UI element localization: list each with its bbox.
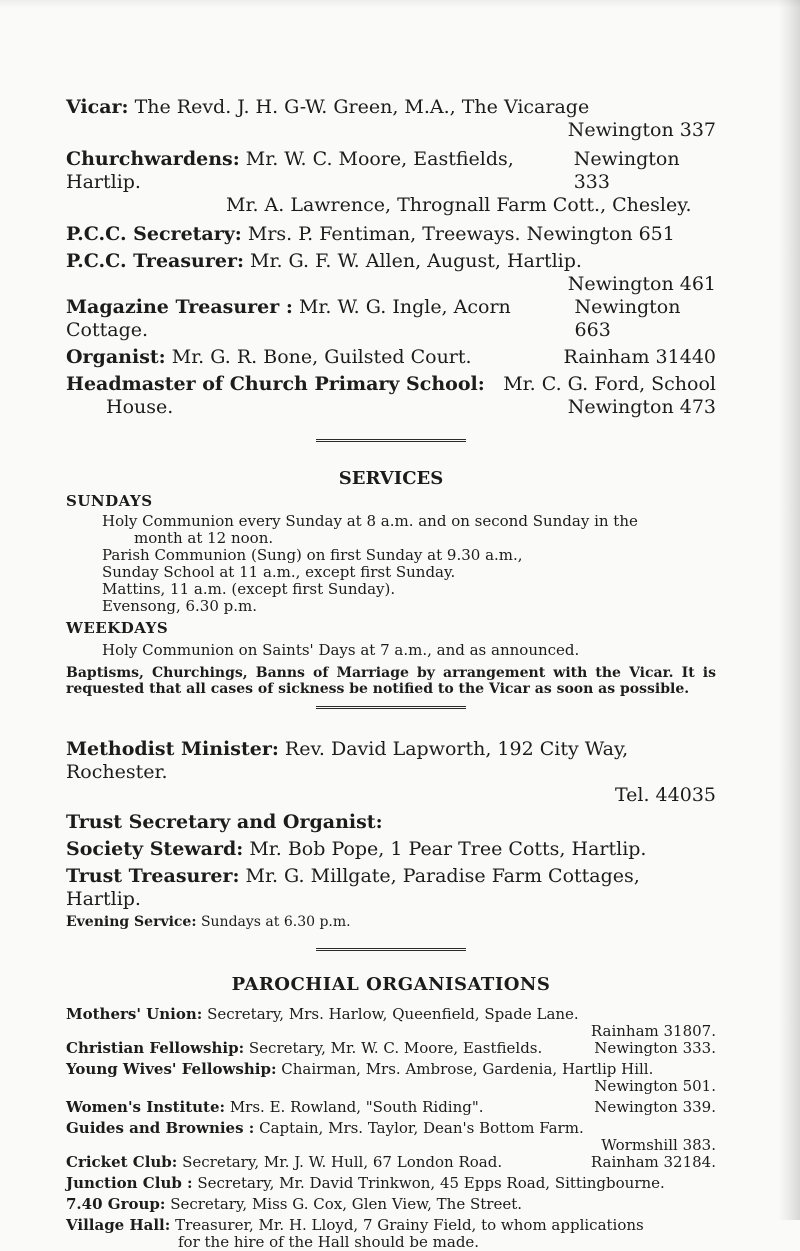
sunday-service-4: Mattins, 11 a.m. (except first Sunday). — [102, 580, 396, 598]
organisations-title: PAROCHIAL ORGANISATIONS — [231, 974, 551, 995]
mothers-union-phone: Rainham 31807. — [590, 1022, 716, 1040]
society-steward-label: Society Steward: — [66, 838, 244, 860]
methodist-minister-entry — [66, 738, 716, 807]
cricket-club-text: Secretary, Mr. J. W. Hull, 67 London Road. — [182, 1153, 503, 1171]
churchwardens-entry — [66, 148, 716, 217]
village-hall-label: Village Hall: — [66, 1216, 171, 1234]
services-title: SERVICES — [338, 468, 444, 489]
section-divider — [316, 948, 466, 954]
guides-text: Captain, Mrs. Taylor, Dean's Bottom Farm. — [259, 1119, 584, 1137]
christian-fellowship-label: Christian Fellowship: — [66, 1039, 245, 1057]
churchwarden-1: Mr. W. C. Moore, Eastfields, Hartlip. — [66, 148, 514, 193]
christian-fellowship-text: Secretary, Mr. W. C. Moore, Eastfields. — [248, 1039, 543, 1057]
methodist-minister-text: Rev. David Lapworth, 192 City Way, Rochester. — [66, 738, 629, 783]
vicar-label: Vicar: — [66, 96, 129, 118]
evening-service-label: Evening Service: — [66, 914, 197, 930]
methodist-minister-phone: Tel. 44035 — [614, 784, 716, 806]
headmaster-phone: Newington 473 — [567, 396, 716, 418]
sunday-service-5: Evensong, 6.30 p.m. — [102, 597, 258, 615]
page-edge-shadow — [778, 0, 800, 1220]
womens-institute-entry — [66, 1099, 716, 1116]
vicar-text: The Revd. J. H. G-W. Green, M.A., The Vicarage — [134, 96, 590, 118]
young-wives-phone: Newington 501. — [594, 1077, 716, 1095]
group-740-label: 7.40 Group: — [66, 1195, 166, 1213]
methodist-minister-label: Methodist Minister: — [66, 738, 279, 760]
mothers-union-text: Secretary, Mrs. Harlow, Queenfield, Spade Lane. — [207, 1005, 579, 1023]
group-740-entry — [66, 1196, 716, 1213]
young-wives-label: Young Wives' Fellowship: — [66, 1060, 277, 1078]
headmaster-entry — [66, 373, 716, 419]
organist-text: Mr. G. R. Bone, Guilsted Court. — [171, 346, 472, 368]
churchwardens-label: Churchwardens: — [66, 148, 240, 170]
evening-service-text: Sundays at 6.30 p.m. — [200, 914, 351, 930]
section-divider — [316, 439, 466, 445]
pcc-treasurer-phone: Newington 461 — [567, 273, 716, 295]
christian-fellowship-phone: Newington 333. — [594, 1039, 716, 1057]
trust-treasurer-text: Mr. G. Millgate, Paradise Farm Cottages, Hartlip. — [66, 865, 640, 910]
society-steward-entry — [66, 838, 716, 861]
magazine-treasurer-entry — [66, 296, 716, 342]
mothers-union-label: Mothers' Union: — [66, 1005, 203, 1023]
section-divider — [316, 706, 466, 712]
trust-treasurer-entry — [66, 865, 716, 911]
page-top-shadow — [0, 0, 800, 8]
headmaster-text: Mr. C. G. Ford, School — [503, 373, 716, 395]
village-hall-text-cont: for the hire of the Hall should be made. — [178, 1233, 480, 1251]
sunday-service-2: Parish Communion (Sung) on first Sunday at 9.30 a.m., — [102, 546, 523, 564]
cricket-club-entry — [66, 1154, 716, 1171]
pcc-secretary-entry — [66, 223, 716, 246]
pcc-treasurer-text: Mr. G. F. W. Allen, August, Hartlip. — [250, 250, 582, 272]
churchwardens-phone: Newington 333 — [573, 148, 680, 193]
trust-treasurer-label: Trust Treasurer: — [66, 865, 240, 887]
womens-institute-phone: Newington 339. — [594, 1098, 716, 1116]
young-wives-text: Chairman, Mrs. Ambrose, Gardenia, Hartlip Hill. — [281, 1060, 654, 1078]
pcc-treasurer-label: P.C.C. Treasurer: — [66, 250, 244, 272]
trust-secretary-label: Trust Secretary and Organist: — [66, 811, 383, 833]
village-hall-text: Treasurer, Mr. H. Lloyd, 7 Grainy Field, to whom applications — [175, 1216, 644, 1234]
organist-phone: Rainham 31440 — [563, 346, 716, 368]
weekdays-heading: WEEKDAYS — [66, 619, 169, 637]
village-hall-entry — [66, 1217, 716, 1251]
magazine-treasurer-text: Mr. W. G. Ingle, Acorn Cottage. — [66, 296, 511, 341]
sunday-service-3: Sunday School at 11 a.m., except first Sunday. — [102, 563, 456, 581]
pcc-treasurer-entry — [66, 250, 716, 296]
guides-entry — [66, 1120, 716, 1154]
sunday-service-1: Holy Communion every Sunday at 8 a.m. and on second Sunday in the — [102, 512, 638, 530]
guides-phone: Wormshill 383. — [601, 1136, 716, 1154]
sundays-heading: SUNDAYS — [66, 492, 153, 510]
parish-directory-page — [66, 96, 716, 1251]
guides-label: Guides and Brownies : — [66, 1119, 255, 1137]
headmaster-label: Headmaster of Church Primary School: — [66, 373, 485, 395]
junction-club-entry — [66, 1175, 716, 1192]
evening-service-entry — [66, 914, 716, 931]
trust-secretary-entry — [66, 811, 716, 834]
organist-label: Organist: — [66, 346, 166, 368]
organist-entry — [66, 346, 716, 369]
junction-club-label: Junction Club : — [66, 1174, 193, 1192]
magazine-treasurer-phone: Newington 663 — [574, 296, 681, 341]
vicar-phone: Newington 337 — [567, 119, 716, 141]
cricket-club-phone: Rainham 32184. — [590, 1153, 716, 1171]
magazine-treasurer-label: Magazine Treasurer : — [66, 296, 293, 318]
womens-institute-label: Women's Institute: — [66, 1098, 226, 1116]
sundays-list — [66, 513, 716, 615]
weekday-service: Holy Communion on Saints' Days at 7 a.m., and as announced. — [102, 641, 580, 659]
christian-fellowship-entry — [66, 1040, 716, 1057]
vicar-entry — [66, 96, 716, 142]
services-note: Baptisms, Churchings, Banns of Marriage by arrangement with the Vicar. It is requested that all cases of sickness be notified to the Vicar as soon as possible. — [66, 665, 716, 697]
womens-institute-text: Mrs. E. Rowland, "South Riding". — [229, 1098, 484, 1116]
pcc-secretary-label: P.C.C. Secretary: — [66, 223, 242, 245]
churchwarden-2: Mr. A. Lawrence, Thrognall Farm Cott., Chesley. — [226, 194, 692, 216]
mothers-union-entry — [66, 1006, 716, 1040]
young-wives-entry — [66, 1061, 716, 1095]
headmaster-text-cont: House. — [106, 396, 174, 418]
society-steward-text: Mr. Bob Pope, 1 Pear Tree Cotts, Hartlip. — [249, 838, 647, 860]
pcc-secretary-text: Mrs. P. Fentiman, Treeways. Newington 651 — [247, 223, 675, 245]
junction-club-text: Secretary, Mr. David Trinkwon, 45 Epps Road, Sittingbourne. — [197, 1174, 665, 1192]
sunday-service-1-cont: month at 12 noon. — [134, 529, 274, 547]
group-740-text: Secretary, Miss G. Cox, Glen View, The Street. — [170, 1195, 523, 1213]
cricket-club-label: Cricket Club: — [66, 1153, 178, 1171]
